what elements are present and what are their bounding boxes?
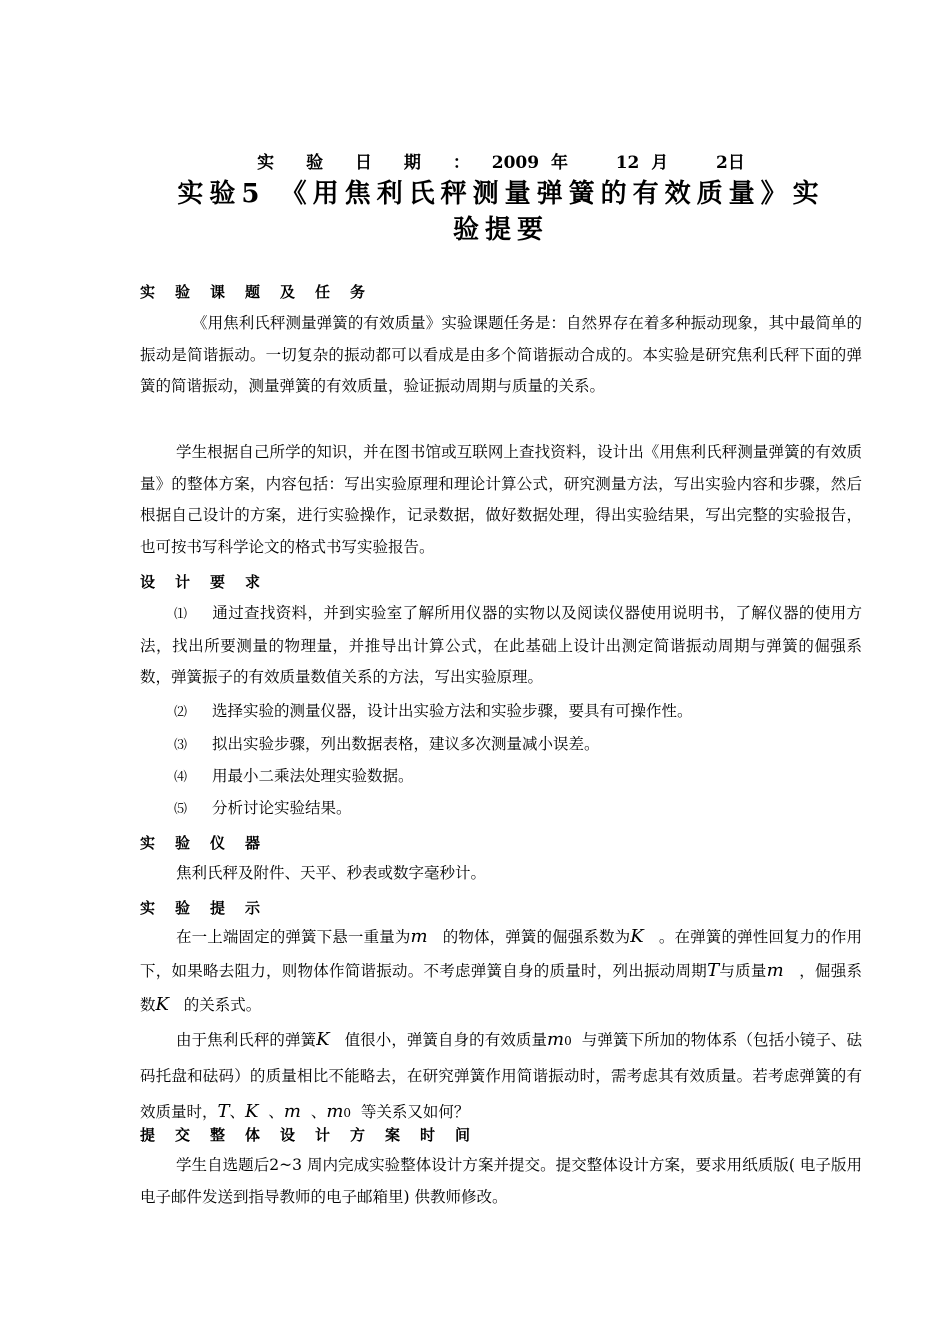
var-T: T bbox=[707, 960, 720, 981]
date-label: 实 验 日 期 ： bbox=[257, 153, 480, 173]
design-item-4 bbox=[140, 761, 862, 794]
var-m0: m bbox=[547, 1029, 565, 1050]
item-number: ⑸ bbox=[174, 802, 188, 817]
design-item-3 bbox=[140, 729, 862, 762]
separator: 、 bbox=[268, 1103, 284, 1121]
var-m0: m bbox=[326, 1101, 344, 1122]
item-text: 拟出实验步骤，列出数据表格，建议多次测量减小误差。 bbox=[212, 735, 600, 753]
title-line-2: 验提要 bbox=[452, 215, 549, 245]
experiment-date bbox=[140, 148, 862, 173]
date-day: 2 bbox=[715, 153, 728, 173]
separator: 、 bbox=[310, 1103, 327, 1121]
var-K: K bbox=[630, 926, 644, 947]
heading-design: 设计要求 bbox=[140, 573, 281, 591]
item-text: 选择实验的测量仪器，设计出实验方法和实验步骤，要具有可操作性。 bbox=[212, 702, 693, 720]
design-item-5 bbox=[140, 793, 862, 826]
heading-hints: 实验提示 bbox=[140, 899, 281, 917]
subscript-0: 0 bbox=[564, 1034, 572, 1048]
heading-tasks: 实验课题及任务 bbox=[140, 283, 386, 301]
var-m: m bbox=[766, 960, 784, 981]
item-number: ⑶ bbox=[174, 738, 188, 753]
date-day-unit: 日 bbox=[727, 153, 745, 173]
title-line-1: 实验5 《用焦利氏秤测量弹簧的有效质量》实 bbox=[177, 179, 825, 209]
date-year: 2009 bbox=[491, 153, 540, 173]
var-K: K bbox=[155, 994, 169, 1015]
hint-text: 由于焦利氏秤的弹簧 bbox=[176, 1031, 317, 1049]
var-m: m bbox=[283, 1101, 301, 1122]
item-text: 用最小二乘法处理实验数据。 bbox=[212, 767, 414, 785]
instruments-text: 焦利氏秤及附件、天平、秒表或数字毫秒计。 bbox=[176, 864, 487, 882]
hint-text: 与质量 bbox=[719, 962, 767, 980]
hints-paragraph-2 bbox=[140, 1022, 862, 1131]
date-year-unit: 年 bbox=[551, 153, 569, 173]
heading-instruments: 实验仪器 bbox=[140, 834, 281, 852]
item-text: 分析讨论实验结果。 bbox=[212, 799, 352, 817]
item-number: ⑴ bbox=[174, 607, 188, 622]
hint-text: 。在弹簧的弹性回复力的作用下，如果略去阻力，则物体作简谐振动。不考虑弹簧自身的质量时，列出振动周期 bbox=[140, 928, 862, 980]
hint-text: ，倔强系数 bbox=[140, 962, 862, 1014]
tasks-paragraph-1: 《用焦利氏秤测量弹簧的有效质量》实验课题任务是：自然界存在着多种振动现象，其中最简单的振动是简谐振动。一切复杂的振动都可以看成是由多个简谐振动合成的。本实验是研究焦利氏秤下面的弹簧的简谐振动，测量弹簧的有效质量，验证振动周期与质量的关系。 bbox=[140, 314, 862, 395]
hint-text: 值很小，弹簧自身的有效质量 bbox=[344, 1031, 548, 1049]
date-month: 12 bbox=[615, 153, 640, 173]
separator: 、 bbox=[229, 1103, 246, 1121]
subscript-0: 0 bbox=[343, 1106, 352, 1120]
hints-paragraph-1 bbox=[140, 920, 862, 1022]
item-text: 通过查找资料，并到实验室了解所用仪器的实物以及阅读仪器使用说明书，了解仪器的使用方法，找出所要测量的物理量，并推导出计算公式，在此基础上设计出测定简谐振动周期与弹簧的倔强系数，弹簧振子的有效质量数值关系的方法，写出实验原理。 bbox=[140, 604, 862, 686]
heading-schedule: 提交整体设计方案时间 bbox=[140, 1126, 491, 1144]
item-number: ⑷ bbox=[174, 770, 188, 785]
hint-text: 与弹簧下所加的物体系（包括小镜子、砝码托盘和砝码）的质量相比不能略去，在研究弹簧作用简谐振动时，需考虑其有效质量。若考虑弹簧的有效质量时， bbox=[140, 1031, 862, 1121]
document-title bbox=[140, 176, 862, 248]
var-K: K bbox=[245, 1101, 259, 1122]
var-m: m bbox=[410, 926, 428, 947]
var-K: K bbox=[316, 1029, 330, 1050]
schedule-text: 学生自选题后2~3 周内完成实验整体设计方案并提交。提交整体设计方案，要求用纸质版( 电子版用电子邮件发送到指导教师的电子邮箱里) 供教师修改。 bbox=[140, 1156, 862, 1206]
hint-text: 的物体，弹簧的倔强系数为 bbox=[442, 928, 631, 946]
hint-text: 等关系又如何？ bbox=[360, 1103, 470, 1121]
design-item-1 bbox=[140, 598, 862, 694]
hint-text: 在一上端固定的弹簧下悬一重量为 bbox=[176, 928, 411, 946]
var-T: T bbox=[217, 1101, 230, 1122]
hint-text: 的关系式。 bbox=[183, 996, 262, 1014]
item-number: ⑵ bbox=[174, 705, 188, 720]
tasks-paragraph-2: 学生根据自己所学的知识，并在图书馆或互联网上查找资料，设计出《用焦利氏秤测量弹簧的有效质量》的整体方案，内容包括：写出实验原理和理论计算公式，研究测量方法，写出实验内容和步骤，然后根据自己设计的方案，进行实验操作，记录数据，做好数据处理，得出实验结果，写出完整的实验报告，也可按书写科学论文的格式书写实验报告。 bbox=[140, 443, 862, 556]
design-item-2 bbox=[140, 696, 862, 729]
date-month-unit: 月 bbox=[651, 153, 669, 173]
